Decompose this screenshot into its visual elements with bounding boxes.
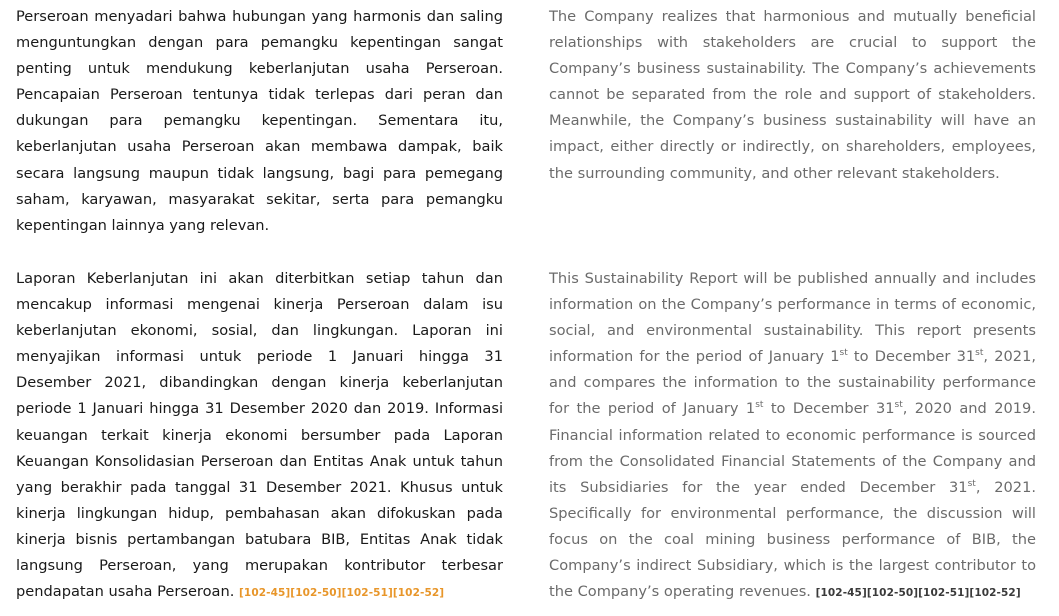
report-scope-text-en-1: This Sustainability Report will be published annually and includes information on the Company’s performance in terms of economic, social, and environmental sustainability. This report presents information for the period of January 1	[549, 270, 1036, 366]
stakeholder-paragraph-en: The Company realizes that harmonious and mutually beneficial relationships with stakeholders are crucial to support the Company’s business sustainability. The Company’s achievements cannot be separated from the role and support of stakeholders. Meanwhile, the Company’s business sustainability will have an impact, either directly or indirectly, on shareholders, employees, the surrounding community, and other relevant stakeholders.	[549, 8, 1036, 182]
english-column-paragraph-2	[549, 266, 1036, 606]
ordinal-suffix: st	[839, 348, 848, 359]
ordinal-suffix: st	[755, 400, 764, 411]
english-column-paragraph-1	[549, 4, 1036, 187]
report-scope-text-en-4: to December 31	[763, 400, 895, 418]
indonesian-column-paragraph-1	[16, 4, 503, 239]
report-scope-text-en-3: , 2021, and compares the information to the sustainability performance for the period of January 1	[549, 348, 1036, 418]
report-scope-text-id: Laporan Keberlanjutan ini akan diterbitkan setiap tahun dan mencakup informasi mengenai kinerja Perseroan dalam isu keberlanjutan ekonomi, sosial, dan lingkungan. Laporan ini menyajikan informasi untuk periode 1 Januari hingga 31 Desember 2021, dibandingkan dengan kinerja keberlanjutan periode 1 Januari hingga 31 Desember 2020 dan 2019. Informasi keuangan terkait kinerja ekonomi bersumber pada Laporan Keuangan Konsolidasian Perseroan dan Entitas Anak untuk tahun yang berakhir pada tanggal 31 Desember 2021. Khusus untuk kinerja lingkungan hidup, pembahasan akan difokuskan pada kinerja bisnis pertambangan batubara BIB, Entitas Anak tidak langsung Perseroan, yang merupakan kontributor terbesar pendapatan usaha Perseroan.	[16, 270, 503, 601]
report-scope-text-en-5: , 2020 and 2019. Financial information related to economic performance is sourced from the Consolidated Financial Statements of the Company and its Subsidiaries for the year ended December 31	[549, 400, 1036, 496]
gri-reference-tags-id: [102-45][102-50][102-51][102-52]	[239, 587, 445, 600]
indonesian-column-paragraph-2	[16, 266, 503, 606]
ordinal-suffix: st	[894, 400, 903, 411]
ordinal-suffix: st	[975, 348, 984, 359]
report-scope-text-en-6: , 2021. Specifically for environmental performance, the discussion will focus on the coal mining business performance of BIB, the Company’s indirect Subsidiary, which is the largest contributor to the Company’s operating revenues.	[549, 478, 1036, 601]
gri-reference-tags-en: [102-45][102-50][102-51][102-52]	[815, 587, 1021, 600]
stakeholder-paragraph-id: Perseroan menyadari bahwa hubungan yang harmonis dan saling menguntungkan dengan para pemangku kepentingan sangat penting untuk mendukung keberlanjutan usaha Perseroan. Pencapaian Perseroan tentunya tidak terlepas dari peran dan dukungan para pemangku kepentingan. Sementara itu, keberlanjutan usaha Perseroan akan membawa dampak, baik secara langsung maupun tidak langsung, bagi para pemegang saham, karyawan, masyarakat sekitar, serta para pemangku kepentingan lainnya yang relevan.	[16, 8, 503, 234]
ordinal-suffix: st	[967, 478, 976, 489]
report-scope-paragraph-en	[549, 266, 1036, 606]
report-scope-text-en-2: to December 31	[847, 348, 976, 366]
report-scope-paragraph-id	[16, 266, 503, 606]
